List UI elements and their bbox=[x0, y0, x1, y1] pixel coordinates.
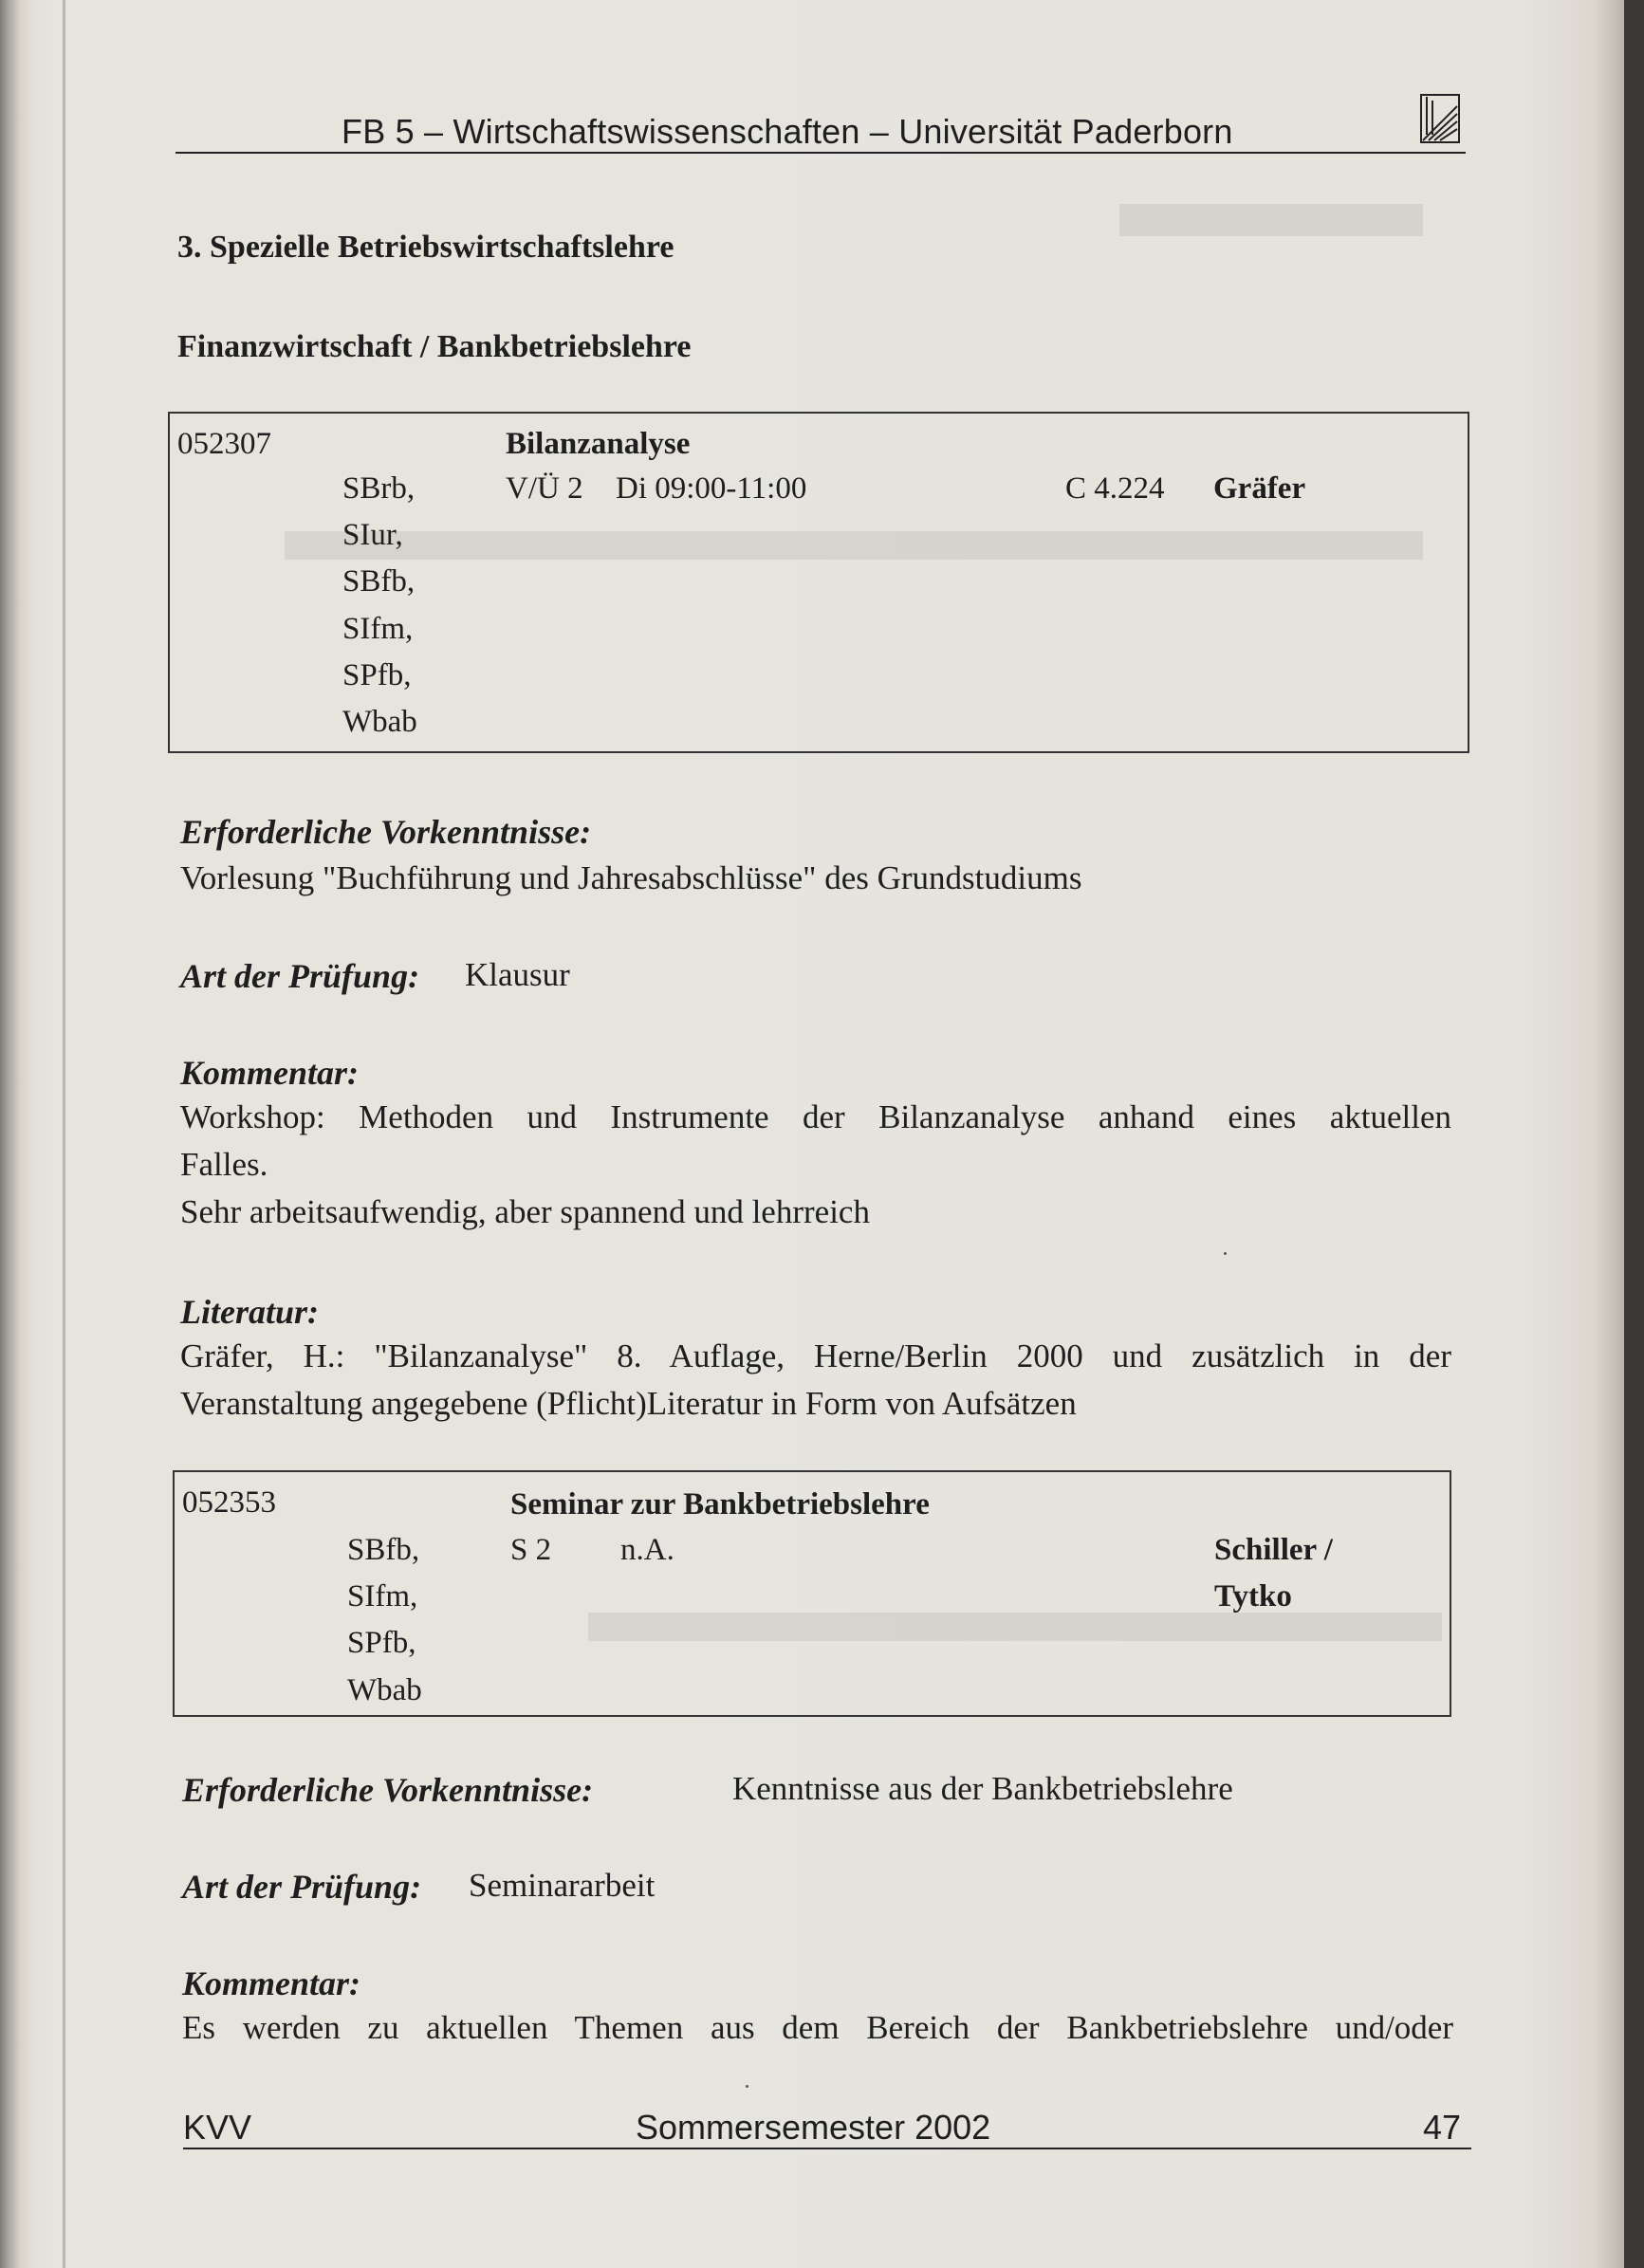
speck bbox=[1224, 1252, 1227, 1255]
course-lecturer: Schiller / bbox=[1214, 1533, 1333, 1567]
section-title: 3. Spezielle Betriebswirtschaftslehre bbox=[177, 230, 674, 265]
course-title: Bilanzanalyse bbox=[506, 427, 691, 461]
course-box-052307 bbox=[168, 412, 1469, 753]
program-item: SIur, bbox=[342, 518, 403, 552]
program-item: SPfb, bbox=[347, 1626, 416, 1660]
course-title: Seminar zur Bankbetriebslehre bbox=[510, 1487, 930, 1521]
program-item: SBrb, bbox=[342, 471, 416, 506]
literature-text-line: Veranstaltung angegebene (Pflicht)Literatur in Form von Aufsätzen bbox=[180, 1385, 1077, 1422]
subsection-title: Finanzwirtschaft / Bankbetriebslehre bbox=[177, 329, 692, 364]
prereq-text: Kenntnisse aus der Bankbetriebslehre bbox=[732, 1770, 1233, 1807]
program-item: SBfb, bbox=[342, 564, 416, 599]
program-item: SIfm, bbox=[347, 1579, 418, 1613]
program-item: Wbab bbox=[347, 1673, 422, 1707]
footer-semester: Sommersemester 2002 bbox=[636, 2108, 991, 2147]
page-number: 47 bbox=[1423, 2108, 1462, 2147]
course-number: 052353 bbox=[182, 1485, 276, 1520]
course-lecturer: Tytko bbox=[1214, 1579, 1292, 1613]
exam-label: Art der Prüfung: bbox=[180, 957, 420, 995]
comment-text-line: Workshop: Methoden und Instrumente der Bilanzanalyse anhand eines aktuellen bbox=[180, 1098, 1451, 1135]
program-item: SBfb, bbox=[347, 1533, 420, 1567]
prereq-label: Erforderliche Vorkenntnisse: bbox=[182, 1771, 594, 1809]
prereq-label: Erforderliche Vorkenntnisse: bbox=[180, 813, 592, 851]
comment-text-line: Sehr arbeitsaufwendig, aber spannend und lehrreich bbox=[180, 1193, 870, 1230]
exam-label: Art der Prüfung: bbox=[182, 1868, 422, 1906]
course-time: n.A. bbox=[620, 1533, 674, 1567]
course-lecturer: Gräfer bbox=[1213, 471, 1306, 506]
speck bbox=[746, 2085, 748, 2088]
course-box-052353 bbox=[173, 1470, 1451, 1717]
comment-label: Kommentar: bbox=[182, 1964, 361, 2002]
comment-text-line: Es werden zu aktuellen Themen aus dem Bereich der Bankbetriebslehre und/oder bbox=[182, 2009, 1453, 2046]
footer-rule bbox=[183, 2148, 1471, 2149]
literature-text-line: Gräfer, H.: "Bilanzanalyse" 8. Auflage, Herne/Berlin 2000 und zusätzlich in der bbox=[180, 1337, 1451, 1374]
literature-label: Literatur: bbox=[180, 1293, 320, 1331]
footer-left: KVV bbox=[183, 2108, 252, 2147]
page-header-title: FB 5 – Wirtschaftswissenschaften – Universität Paderborn bbox=[342, 112, 1233, 151]
course-type: V/Ü 2 bbox=[506, 471, 583, 506]
comment-label: Kommentar: bbox=[180, 1054, 360, 1092]
exam-text: Seminararbeit bbox=[469, 1867, 656, 1904]
program-item: Wbab bbox=[342, 705, 417, 739]
program-item: SIfm, bbox=[342, 612, 414, 646]
program-item: SPfb, bbox=[342, 658, 412, 692]
course-number: 052307 bbox=[177, 427, 271, 461]
course-room: C 4.224 bbox=[1065, 471, 1165, 506]
header-rule bbox=[175, 152, 1466, 154]
exam-text: Klausur bbox=[465, 956, 570, 993]
comment-text-line: Falles. bbox=[180, 1146, 268, 1183]
university-logo-icon bbox=[1419, 87, 1461, 146]
prereq-text: Vorlesung "Buchführung und Jahresabschlüsse" des Grundstudiums bbox=[180, 859, 1082, 896]
course-type: S 2 bbox=[510, 1533, 552, 1567]
course-time: Di 09:00-11:00 bbox=[616, 471, 807, 506]
